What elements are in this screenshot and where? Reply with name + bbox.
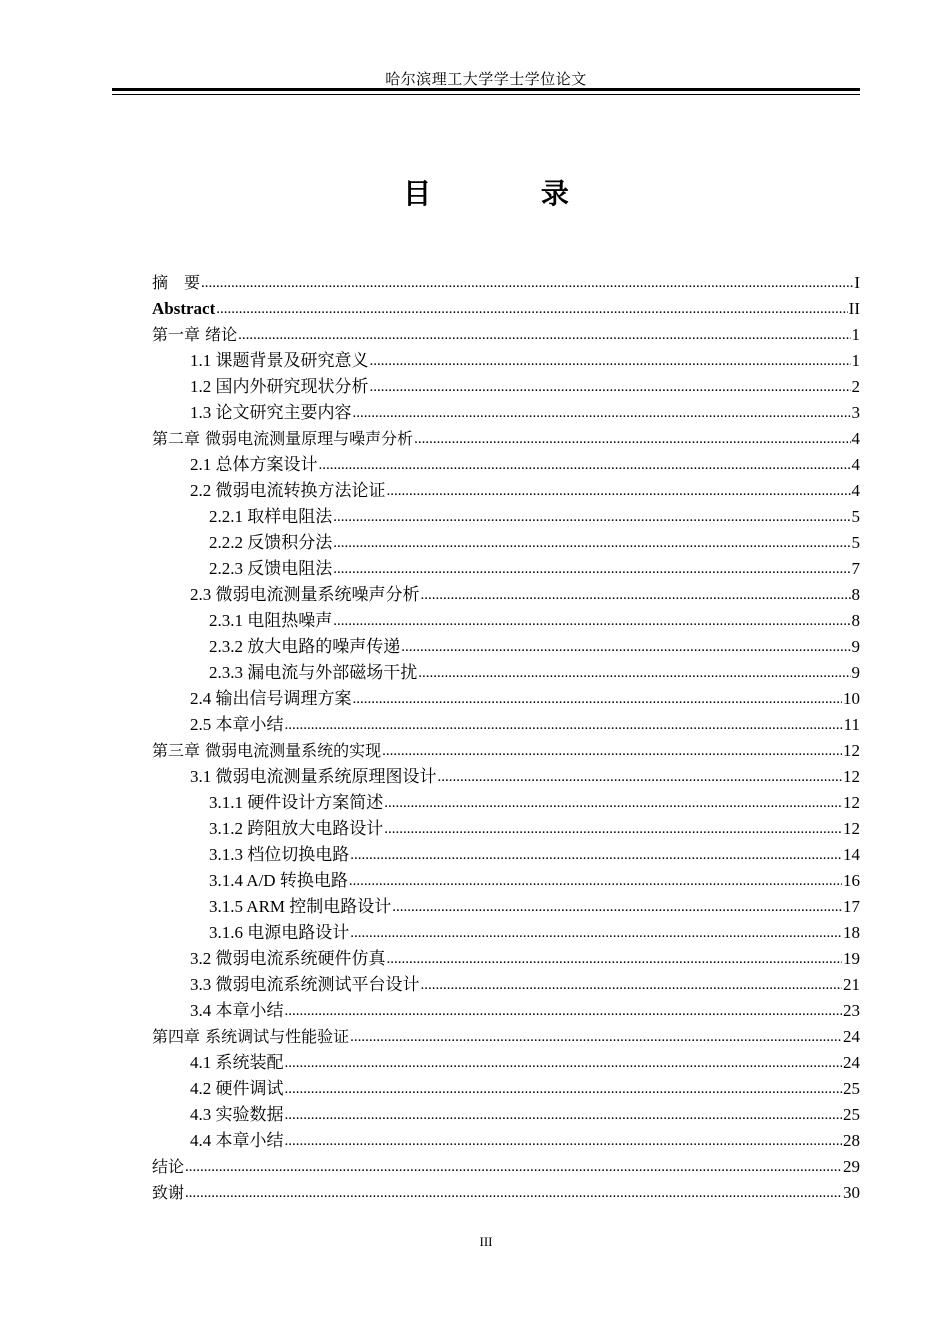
toc-entry-page: 17 [843,897,860,916]
header-rule-thick [112,88,860,91]
toc-entry[interactable] [152,816,860,842]
toc-dot-leader [387,945,843,972]
toc-dot-leader [285,1127,843,1154]
toc-entry-label: 第四章 系统调试与性能验证 [152,1027,350,1046]
header-rule-thin [112,94,860,95]
toc-entry[interactable] [152,998,860,1024]
toc-entry-label: 2.3.2 放大电路的噪声传递 [209,637,401,656]
toc-entry-page: 12 [843,767,860,786]
toc-entry-page: 4 [851,455,860,474]
toc-entry[interactable] [152,842,860,868]
toc-entry-page: 23 [843,1001,860,1020]
toc-dot-leader [285,1101,843,1128]
toc-dot-leader [185,1179,842,1206]
toc-entry-label: 3.1.6 电源电路设计 [209,923,350,942]
toc-entry-page: 10 [843,689,860,708]
toc-entry-page: 2 [851,377,860,396]
toc-entry-page: 28 [843,1131,860,1150]
toc-entry[interactable] [152,1180,860,1206]
toc-entry-page: 11 [843,715,860,734]
toc-entry-page: 4 [851,481,860,500]
toc-entry-label: 3.3 微弱电流系统测试平台设计 [190,975,420,994]
toc-dot-leader [382,737,842,764]
toc-entry-page: 3 [851,403,860,422]
toc-entry[interactable] [152,608,860,634]
toc-entry[interactable] [152,1076,860,1102]
toc-entry[interactable] [152,530,860,556]
toc-entry-label: 3.1.2 跨阻放大电路设计 [209,819,384,838]
toc-entry[interactable] [152,348,860,374]
toc-entry-label: 2.3.1 电阻热噪声 [209,611,333,630]
toc-entry-page: II [848,299,860,318]
toc-dot-leader [370,373,851,400]
toc-entry-label: 第二章 微弱电流测量原理与噪声分析 [152,429,414,448]
toc-entry-page: 25 [843,1079,860,1098]
toc-dot-leader [350,919,842,946]
toc-entry-page: 8 [851,585,860,604]
toc-entry[interactable] [152,296,860,322]
toc-entry-page: 8 [851,611,860,630]
toc-dot-leader [285,997,843,1024]
toc-entry[interactable] [152,400,860,426]
toc-dot-leader [319,451,851,478]
toc-dot-leader [333,529,850,556]
toc-entry[interactable] [152,270,860,296]
toc-dot-leader [384,815,842,842]
toc-entry-page: 12 [843,793,860,812]
toc-entry-label: 1.3 论文研究主要内容 [190,403,352,422]
toc-entry-label: 2.2.2 反馈积分法 [209,533,333,552]
toc-entry-page: 1 [851,325,860,344]
toc-entry-label: 结论 [152,1157,185,1176]
toc-entry-page: 14 [843,845,860,864]
toc-entry-label: 2.3.3 漏电流与外部磁场干扰 [209,663,418,682]
toc-entry-page: I [854,273,860,292]
toc-dot-leader [392,893,842,920]
toc-dot-leader [384,789,842,816]
toc-entry-page: 30 [843,1183,860,1202]
toc-entry[interactable] [152,374,860,400]
toc-entry-label: 2.2.1 取样电阻法 [209,507,333,526]
toc-entry-page: 18 [843,923,860,942]
toc-entry[interactable] [152,556,860,582]
toc-entry[interactable] [152,868,860,894]
toc-dot-leader [401,633,850,660]
toc-dot-leader [370,347,851,374]
toc-entry-label: 3.1.1 硬件设计方案简述 [209,793,384,812]
toc-entry-page: 29 [843,1157,860,1176]
toc-entry[interactable] [152,504,860,530]
toc-dot-leader [438,763,843,790]
toc-dot-leader [216,295,847,322]
toc-dot-leader [349,867,842,894]
toc-entry[interactable] [152,738,860,764]
toc-entry[interactable] [152,1102,860,1128]
toc-entry-page: 4 [851,429,860,448]
toc-dot-leader [185,1153,842,1180]
toc-entry[interactable] [152,946,860,972]
toc-dot-leader [421,971,843,998]
toc-entry[interactable] [152,452,860,478]
toc-entry-label: 4.2 硬件调试 [190,1079,284,1098]
toc-entry[interactable] [152,712,860,738]
toc-dot-leader [421,581,851,608]
toc-entry-page: 24 [843,1053,860,1072]
toc-entry-page: 16 [843,871,860,890]
toc-entry-page: 12 [843,741,860,760]
toc-entry[interactable] [152,1154,860,1180]
toc-entry-label: 第一章 绪论 [152,325,238,344]
toc-entry-page: 9 [851,637,860,656]
toc-entry[interactable] [152,1128,860,1154]
toc-dot-leader [353,685,843,712]
toc-entry-label: 4.3 实验数据 [190,1105,284,1124]
page-number: III [479,1234,493,1249]
toc-entry-label: 3.1.4 A/D 转换电路 [209,871,348,890]
toc-dot-leader [350,1023,842,1050]
toc-entry[interactable] [152,764,860,790]
toc-dot-leader [333,555,850,582]
toc-dot-leader [285,1075,843,1102]
toc-dot-leader [333,607,850,634]
toc-entry[interactable] [152,660,860,686]
toc-entry[interactable] [152,1050,860,1076]
toc-entry-page: 12 [843,819,860,838]
toc-entry-page: 24 [843,1027,860,1046]
toc-entry-label: 2.1 总体方案设计 [190,455,318,474]
toc-entry-label: 摘 要 [152,273,201,292]
toc-entry[interactable] [152,894,860,920]
toc-entry-label: 致谢 [152,1183,185,1202]
toc-entry-page: 25 [843,1105,860,1124]
toc-entry[interactable] [152,920,860,946]
toc-entry-label: 3.1.3 档位切换电路 [209,845,350,864]
toc-entry-label: 2.2.3 反馈电阻法 [209,559,333,578]
toc-entry-label: 4.1 系统装配 [190,1053,284,1072]
toc-entry-page: 7 [851,559,860,578]
toc-entry-label: 3.1 微弱电流测量系统原理图设计 [190,767,437,786]
toc-dot-leader [418,659,850,686]
toc-entry[interactable] [152,582,860,608]
toc-entry[interactable] [152,478,860,504]
toc-entry[interactable] [152,1024,860,1050]
toc-dot-leader [285,711,843,738]
toc-entry-page: 1 [851,351,860,370]
toc-dot-leader [350,841,842,868]
table-of-contents [152,270,860,1206]
toc-entry-label: 第三章 微弱电流测量系统的实现 [152,741,382,760]
toc-dot-leader [414,425,850,452]
toc-entry-label: 2.3 微弱电流测量系统噪声分析 [190,585,420,604]
toc-dot-leader [201,269,853,296]
toc-dot-leader [238,321,850,348]
toc-entry[interactable] [152,790,860,816]
toc-entry-label: 2.5 本章小结 [190,715,284,734]
toc-entry-label: 3.1.5 ARM 控制电路设计 [209,897,392,916]
toc-entry-page: 5 [851,533,860,552]
toc-entry-label: 3.4 本章小结 [190,1001,284,1020]
toc-dot-leader [387,477,851,504]
toc-entry[interactable] [152,634,860,660]
toc-entry-page: 5 [851,507,860,526]
toc-entry-label: 1.2 国内外研究现状分析 [190,377,369,396]
toc-entry-label: 2.2 微弱电流转换方法论证 [190,481,386,500]
toc-dot-leader [285,1049,843,1076]
toc-entry-label: 1.1 课题背景及研究意义 [190,351,369,370]
toc-dot-leader [353,399,851,426]
toc-entry-label: Abstract [152,299,216,318]
toc-entry-page: 19 [843,949,860,968]
toc-entry-label: 4.4 本章小结 [190,1131,284,1150]
toc-entry-label: 2.4 输出信号调理方案 [190,689,352,708]
toc-entry[interactable] [152,686,860,712]
page-title: 目 录 [403,177,619,210]
toc-entry[interactable] [152,322,860,348]
toc-entry[interactable] [152,972,860,998]
toc-entry-label: 3.2 微弱电流系统硬件仿真 [190,949,386,968]
running-header: 哈尔滨理工大学学士学位论文 [385,72,587,88]
toc-entry-page: 9 [851,663,860,682]
toc-dot-leader [333,503,850,530]
toc-entry-page: 21 [843,975,860,994]
toc-entry[interactable] [152,426,860,452]
